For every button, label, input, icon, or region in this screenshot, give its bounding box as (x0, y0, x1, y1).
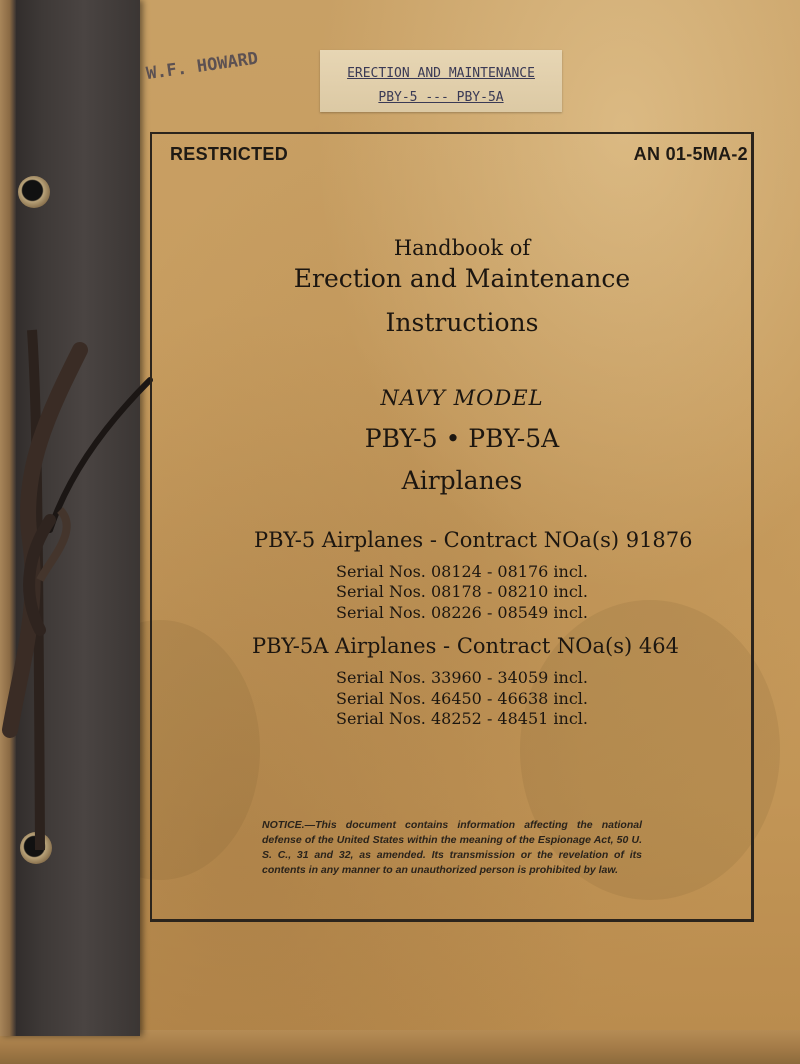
label-model-line: PBY-5 --- PBY-5A (378, 90, 504, 105)
model-type: Airplanes (401, 466, 523, 495)
serial-range: Serial Nos. 08178 - 08210 incl. (336, 582, 588, 601)
binding-cord-icon (10, 330, 160, 750)
serial-range: Serial Nos. 48252 - 48451 incl. (336, 709, 588, 728)
owner-stamp (144, 36, 294, 96)
serial-range: Serial Nos. 33960 - 34059 incl. (336, 668, 588, 687)
document-number: AN 01-5MA-2 (633, 144, 748, 164)
espionage-notice: NOTICE.—This document contains information affecting the national defense of the United States within the meaning of the Espionage Act, 50 U. S. C., 31 and 32, as amended. Its transmission or the revelation of its contents in any manner to an unauthorized person is prohibited by law. (262, 819, 642, 876)
title-line-2: Erection and Maintenance (293, 264, 631, 293)
model-label: NAVY MODEL (380, 386, 544, 410)
owner-stamp-text: W.F. HOWARD (145, 48, 260, 85)
title-line-3: Instructions (385, 308, 539, 337)
label-title-line: ERECTION AND MAINTENANCE (347, 66, 535, 81)
contract-heading: PBY-5A Airplanes - Contract NOa(s) 464 (252, 634, 679, 658)
typed-title-label (320, 50, 562, 112)
serial-range: Serial Nos. 08226 - 08549 incl. (336, 603, 588, 622)
title-line-1: Handbook of (393, 236, 531, 260)
contract-heading: PBY-5 Airplanes - Contract NOa(s) 91876 (254, 528, 693, 552)
classification-mark: RESTRICTED (170, 144, 289, 164)
grommet-top-icon (18, 176, 50, 208)
serial-range: Serial Nos. 08124 - 08176 incl. (336, 562, 588, 581)
model-names: PBY-5 • PBY-5A (364, 424, 560, 453)
serial-range: Serial Nos. 46450 - 46638 incl. (336, 689, 588, 708)
